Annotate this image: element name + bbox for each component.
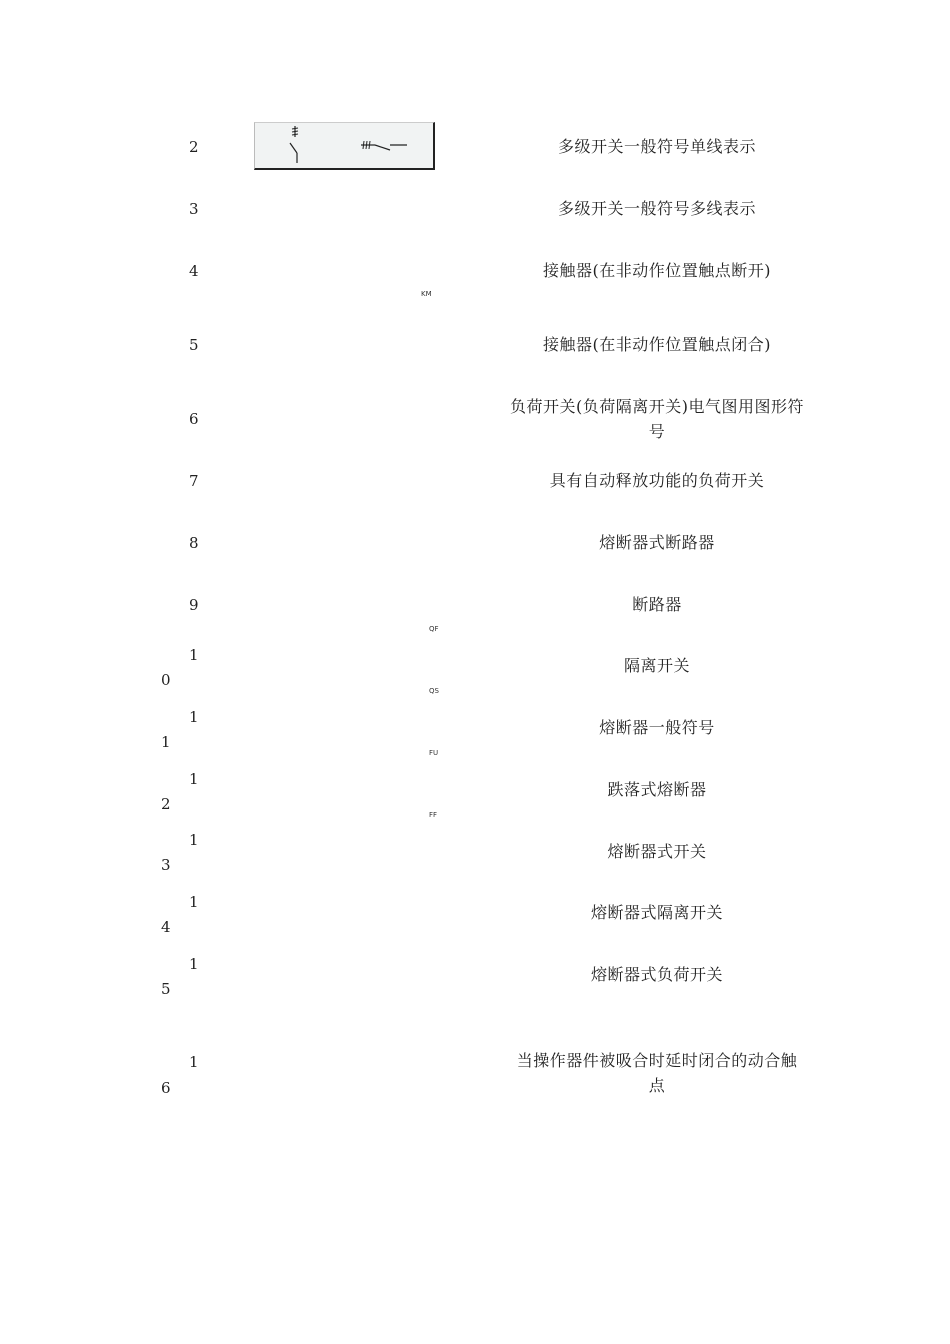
row-number: 1 bbox=[189, 1053, 199, 1071]
row-number: 1 bbox=[189, 646, 199, 664]
row-number: 2 bbox=[189, 138, 199, 156]
row-number: 4 bbox=[189, 262, 199, 280]
symbol-description: 接触器(在非动作位置触点断开) bbox=[543, 261, 771, 280]
row-number: 7 bbox=[189, 472, 199, 490]
symbol-description: 熔断器式隔离开关 bbox=[590, 903, 723, 922]
symbol-code-label: KM bbox=[421, 290, 432, 298]
symbol-description: 断路器 bbox=[632, 595, 682, 614]
row-number: 1 bbox=[189, 708, 199, 726]
row-number-second-line: 3 bbox=[161, 856, 171, 874]
row-number: 6 bbox=[189, 410, 199, 428]
symbol-description: 多级开关一般符号多线表示 bbox=[557, 199, 756, 218]
row-number-second-line: 2 bbox=[161, 795, 171, 813]
multi-pole-switch-symbol bbox=[255, 123, 433, 168]
symbol-description: 跌落式熔断器 bbox=[607, 780, 707, 799]
row-number-second-line: 4 bbox=[161, 918, 171, 936]
row-number: 1 bbox=[189, 893, 199, 911]
symbol-code-label: FU bbox=[429, 749, 439, 757]
row-number: 1 bbox=[189, 831, 199, 849]
switch-symbol-figure bbox=[254, 122, 435, 170]
row-number: 1 bbox=[189, 955, 199, 973]
symbol-description: 接触器(在非动作位置触点闭合) bbox=[543, 335, 771, 354]
symbol-description: 熔断器式开关 bbox=[607, 842, 707, 861]
symbol-description: 当操作器件被吸合时延时闭合的动合触点 bbox=[516, 1051, 798, 1095]
row-number-second-line: 0 bbox=[161, 671, 171, 689]
row-number: 8 bbox=[189, 534, 199, 552]
symbol-description: 多级开关一般符号单线表示 bbox=[557, 137, 756, 156]
row-number-second-line: 6 bbox=[161, 1079, 171, 1097]
symbol-description: 具有自动释放功能的负荷开关 bbox=[549, 471, 765, 490]
symbol-description: 熔断器式负荷开关 bbox=[590, 965, 723, 984]
row-number-second-line: 1 bbox=[161, 733, 171, 751]
row-number: 3 bbox=[189, 200, 199, 218]
row-number: 5 bbox=[189, 336, 199, 354]
symbol-description: 隔离开关 bbox=[623, 656, 690, 675]
symbol-code-label: QS bbox=[429, 687, 439, 695]
symbol-description: 熔断器一般符号 bbox=[599, 718, 715, 737]
row-number: 9 bbox=[189, 596, 199, 614]
symbol-description: 负荷开关(负荷隔离开关)电气图用图形符号 bbox=[510, 397, 804, 441]
symbol-description: 熔断器式断路器 bbox=[599, 533, 715, 552]
row-number: 1 bbox=[189, 770, 199, 788]
symbol-code-label: FF bbox=[429, 811, 438, 819]
row-number-second-line: 5 bbox=[161, 980, 171, 998]
symbol-code-label: QF bbox=[429, 625, 439, 633]
